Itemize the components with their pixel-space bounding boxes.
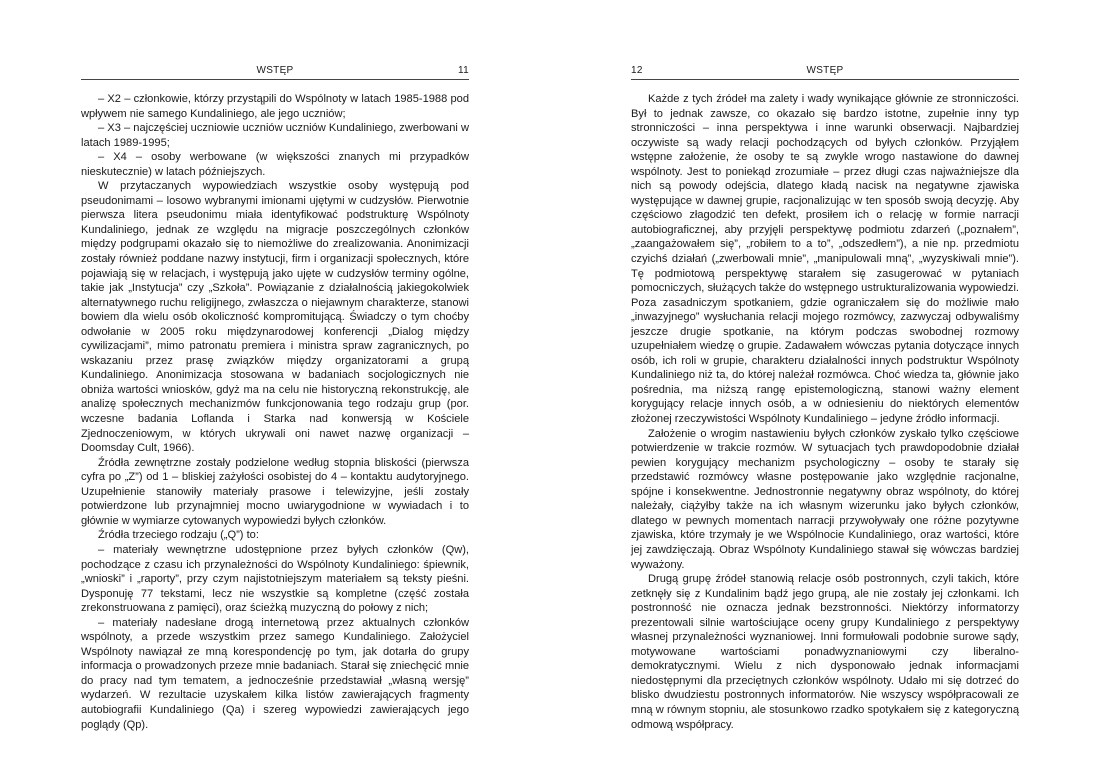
page-number: 12 [631,65,643,76]
paragraph: Źródła trzeciego rodzaju („Q”) to: [98,529,259,542]
running-header-title: WSTĘP [806,65,844,76]
paragraph: W przytaczanych wypowiedziach wszystkie osoby występują pod pseudonimami – losowo wybranymi imionami ujętymi w cudzysłów. Pierwotnie pierwsza litera pseudonimu miała identyfikować podstrukturę Wspólnoty Kundaliniego, jednak ze względu na migracje poszczególnych członków między podgrupami okazało się to niemożliwe do zrealizowania. Anonimizacji zostały również poddane nazwy instytucji, firm i organizacji społecznych, które pojawiają się w relacjach, i występują jako ujęte w cudzysłów terminy ogólne, takie jak „Instytucja” czy „Szkoła”. Powiązanie z działalnością jakiegokolwiek alternatywnego ruchu religijnego, zwłaszcza o niejawnym charakterze, stanowi bowiem dla wielu osób okoliczność kompromitującą. Świadczy o tym choćby odwołanie w 2005 roku międzynarodowej konferencji „Dialog między cywilizacjami”, mimo patronatu premiera i ministra spraw zagranicznych, po wskazaniu przez prasę związków między organizatorami a grupą Kundaliniego. Anonimizacja stosowana w badaniach socjologicznych nie obniża wartości wniosków, gdyż ma na celu nie historyczną rekonstrukcję, ale analizę społecznych mechanizmów funkcjonowania tego rodzaju grup (por. wczesne badania Loflanda i Starka nad konwersją w Kościele Zjednoczeniowym, w których ukrywali oni nawet nazwę organizacji – Doomsday Cult, 1966). [81,180,469,455]
left-page-body [81,92,469,732]
page-number: 11 [458,65,469,76]
paragraph: Założenie o wrogim nastawieniu byłych członków zyskało tylko częściowe potwierdzenie w trakcie rozmów. W sytuacjach tych prawdopodobnie działał pewien korygujący mechanizm psychologiczny – osoby te starały się przedstawić rozmówcy własne postępowanie jako względnie racjonalne, spójne i konsekwentne. Jednostronnie negatywny obraz wspólnoty, do której należały, ciążyłby także na ich własnym wizerunku jako byłych członków, dlatego w pewnych momentach narracji przywoływały one różne pozytywne zjawiska, które trzymały je we Wspólnocie Kundaliniego, oraz wartości, które jej zawdzięczają. Obraz Wspólnoty Kundaliniego stawał się wówczas bardziej wyważony. [631,427,1019,571]
left-page [81,62,469,732]
paragraph: Każde z tych źródeł ma zalety i wady wynikające głównie ze stronniczości. Był to jednak zawsze, co okazało się bardzo istotne, zupełnie inny typ stronniczości – inna perspektywa i inne warunki obserwacji. Najbardziej oczywiste są wady relacji pochodzących od byłych członków. Przyjąłem wstępne założenie, że osoby te są zwykle wrogo nastawione do dawnej wspólnoty. Jest to poniekąd zrozumiałe – przez długi czas najważniejsze dla nich są powody odejścia, dlatego kładą nacisk na negatywne zjawiska występujące w dawnej grupie, racjonalizując w ten sposób swoją decyzję. Aby częściowo złagodzić ten defekt, prosiłem ich o relację w formie narracji autobiograficznej, aby przyjęli perspektywę podmiotu zdarzeń („poznałem”, „zaangażowałem się”, „robiłem to a to”, „odszedłem”), a nie np. przedmiotu czyichś działań („zwerbowali mnie”, „manipulowali mną”, „wyzyskiwali mnie”). Tę podmiotową perspektywę starałem się zasugerować w pytaniach pomocniczych, służących także do wstępnego ustrukturalizowania wypowiedzi. Poza zasadniczym spotkaniem, gdzie ograniczałem się do możliwie mało „inwazyjnego” wysłuchania relacji mojego rozmówcy, zazwyczaj odbywaliśmy jeszcze drugie spotkanie, na którym podczas swobodnej rozmowy uzupełniałem wiedzę o grupie. Zadawałem wówczas pytania dotyczące innych osób, ich roli w grupie, charakteru działalności innych podstruktur Wspólnoty Kundaliniego niż ta, do której należał rozmówca. Choć wiedza ta, głównie jako pośrednia, ma niższą rangę epistemologiczną, stanowi ważny element korygujący relacje innych osób, a w odniesieniu do niektórych elementów złożonej rzeczywistości Wspólnoty Kundaliniego – jedyne źródło informacji. [631,93,1019,426]
paragraph: Źródła zewnętrzne zostały podzielone według stopnia bliskości (pierwsza cyfra po „Z”) od 1 – bliskiej zażyłości osobistej do 4 – kontaktu audytoryjnego. Uzupełnienie stanowiły materiały prasowe i telewizyjne, jeśli zostały potwierdzone lub przynajmniej mocno uwiarygodnione w wywiadach i to głównie w wymiarze cytowanych wypowiedzi byłych członków. [81,456,469,527]
paragraph: – X3 – najczęściej uczniowie uczniów uczniów Kundaliniego, zwerbowani w latach 1989-1995; [81,122,469,149]
paragraph: – X2 – członkowie, którzy przystąpili do Wspólnoty w latach 1985-1988 pod wpływem nie samego Kundaliniego, ale jego uczniów; [81,93,469,120]
paragraph: Drugą grupę źródeł stanowią relacje osób postronnych, czyli takich, które zetknęły się z Kundalinim bądź jego grupą, ale nie zostały jej członkami. Ich postronność nie oznacza jednak bezstronności. Niektórzy informatorzy prezentowali silnie wartościujące oceny grupy Kundaliniego z perspektywy własnej przynależności wyznaniowej. Inni formułowali podobnie surowe sądy, motywowane wartościami ponadwyznaniowymi czy liberalno-demokratycznymi. Wielu z nich dysponowało jednak informacjami niedostępnymi dla przeciętnych członków wspólnoty. Udało mi się dotrzeć do blisko dwudziestu postronnych informatorów. Nie wszyscy współpracowali ze mną w równym stopniu, ale stosunkowo rzadko spotykałem się z kategoryczną odmową współpracy. [631,573,1019,731]
right-page [631,62,1019,732]
running-header-title: WSTĘP [256,65,294,76]
running-header-right [631,62,1019,80]
paragraph: – X4 – osoby werbowane (w większości znanych mi przypadków nieskutecznie) w latach późniejszych. [81,151,469,178]
running-header-left [81,62,469,80]
right-page-body [631,92,1019,732]
paragraph: – materiały nadesłane drogą internetową przez aktualnych członków wspólnoty, a przede wszystkim przez samego Kundaliniego. Założyciel Wspólnoty nawiązał ze mną korespondencję po tym, jak dotarła do grupy informacja o prowadzonych przeze mnie badaniach. Starał się zniechęcić mnie do pracy nad tym tematem, a jednocześnie przedstawiał „własną wersję” wydarzeń. W rezultacie uzyskałem kilka listów zawierających fragmenty autobiografii Kundaliniego (Qa) i szereg wypowiedzi zawierających jego poglądy (Qp). [81,616,469,731]
paragraph: – materiały wewnętrzne udostępnione przez byłych członków (Qw), pochodzące z czasu ich przynależności do Wspólnoty Kundaliniego: śpiewnik, „wnioski” i „raporty”, przy czym najistotniejszym materiałem są teksty pieśni. Dysponuję 77 tekstami, lecz nie wszystkie są kompletne (część została zrekonstruowana z pamięci), oraz ścieżką muzyczną do połowy z nich; [81,543,469,615]
